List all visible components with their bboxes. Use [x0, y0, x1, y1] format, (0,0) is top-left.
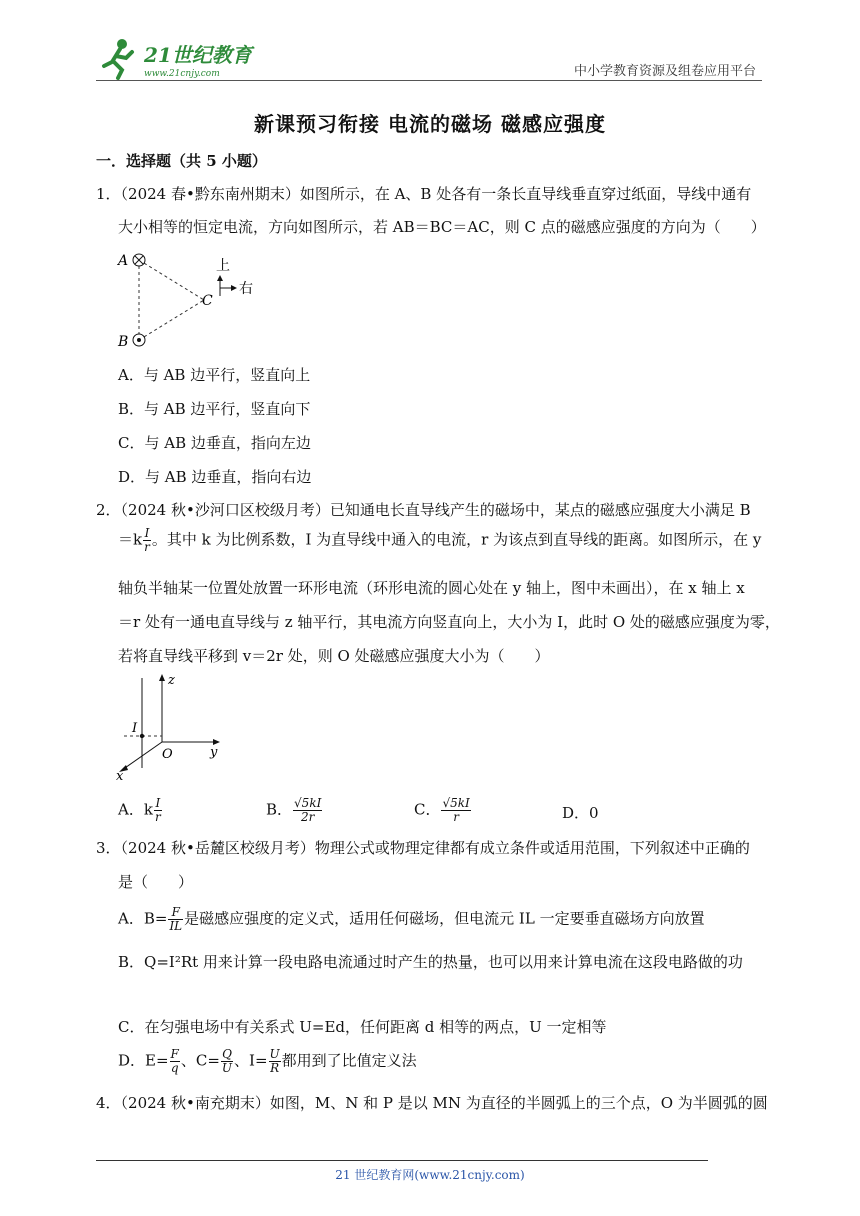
cross-current-icon	[133, 254, 145, 266]
q2-line5: 若将直导线平移到 v＝2r 处，则 O 处磁感应强度大小为（ ）	[118, 647, 550, 665]
q1-option-b: B．与 AB 边平行，竖直向下	[118, 400, 311, 418]
section-heading: 一．选择题（共 5 小题）	[96, 152, 267, 170]
direction-arrows-icon	[217, 275, 237, 296]
footer-divider	[96, 1160, 708, 1161]
logo-text: 21世纪教育	[144, 43, 252, 67]
q1-line1: 1．（2024 春•黔东南州期末）如图所示，在 A、B 处各有一条长直导线垂直穿过纸面，导线中通有	[96, 185, 752, 203]
logo	[96, 36, 266, 80]
q1-option-a: A．与 AB 边平行，竖直向上	[118, 366, 311, 384]
q2-line4: ＝r 处有一通电直导线与 z 轴平行，其电流方向竖直向上，大小为 I，此时 O 处的磁感应强度为零，	[118, 613, 780, 631]
platform-label: 中小学教育资源及组卷应用平台	[573, 64, 756, 79]
axis-z: z	[168, 673, 175, 688]
q2-line3: 轴负半轴某一位置处放置一环形电流（环形电流的圆心处在 y 轴上，图中未画出），在 x 轴上 x	[118, 579, 745, 597]
q3-line2: 是（ ）	[118, 873, 194, 891]
current-i: I	[132, 721, 138, 736]
logo-url: www.21cnjy.com	[144, 69, 220, 79]
q1-option-d: D．与 AB 边垂直，指向右边	[118, 468, 312, 486]
label-up: 上	[216, 258, 230, 274]
q3-option-d: D．E= $\frac{F}{q}$ 、C= $\frac{Q}{U}$ 、I= $\frac{U}{R}$ 都用到了比值定义法	[118, 1047, 417, 1075]
label-a: A	[118, 253, 129, 269]
q2-option-c: C． $\frac{√5kI}{r}$	[414, 796, 470, 824]
q2-line1: 2．（2024 秋•沙河口区校级月考）已知通电长直导线产生的磁场中，某点的磁感应强度大小满足 B	[96, 501, 751, 519]
q2-fraction: $\frac{I}{r}$	[144, 526, 150, 554]
label-b: B	[118, 334, 129, 350]
runner-icon	[104, 39, 132, 78]
q2-option-b: B． $\frac{√5kI}{2r}$	[266, 796, 322, 824]
axis-y: y	[210, 745, 218, 760]
dot-current-icon	[133, 334, 145, 346]
axis-x: x	[116, 769, 124, 784]
q4-line1: 4．（2024 秋•南充期末）如图，M、N 和 P 是以 MN 为直径的半圆弧上的三个点，O 为半圆弧的圆	[96, 1094, 768, 1112]
q2-figure	[112, 670, 232, 784]
label-c: C	[202, 293, 213, 309]
q2-option-a: A．k $\frac{I}{r}$	[118, 796, 161, 824]
label-right: 右	[239, 281, 253, 297]
q3-option-c: C．在匀强电场中有关系式 U=Ed，任何距离 d 相等的两点，U 一定相等	[118, 1018, 607, 1036]
q1-option-c: C．与 AB 边垂直，指向左边	[118, 434, 311, 452]
q1-line2: 大小相等的恒定电流，方向如图所示，若 AB＝BC＝AC，则 C 点的磁感应强度的方向为（ ）	[118, 218, 766, 236]
header-divider	[96, 80, 762, 81]
q1-figure	[112, 248, 262, 352]
q3-line1: 3．（2024 秋•岳麓区校级月考）物理公式或物理定律都有成立条件或适用范围，下列叙述中正确的	[96, 839, 750, 857]
origin-o: O	[162, 747, 173, 762]
q3-option-a: A．B= $\frac{F}{IL}$ 是磁感应强度的定义式，适用任何磁场，但电流元 IL 一定要垂直磁场方向放置	[118, 905, 705, 933]
page-title: 新课预习衔接 电流的磁场 磁感应强度	[254, 112, 606, 136]
footer-link[interactable]: 21 世纪教育网(www.21cnjy.com)	[335, 1168, 525, 1182]
q2-option-d: D．0	[562, 804, 599, 822]
q3-option-b: B．Q=I²Rt 用来计算一段电路电流通过时产生的热量，也可以用来计算电流在这段电路做的功	[118, 953, 743, 971]
q2-line2: ＝k $\frac{I}{r}$ 。其中 k 为比例系数，I 为直导线中通入的电流，r 为该点到直导线的距离。如图所示，在 y	[118, 526, 762, 554]
